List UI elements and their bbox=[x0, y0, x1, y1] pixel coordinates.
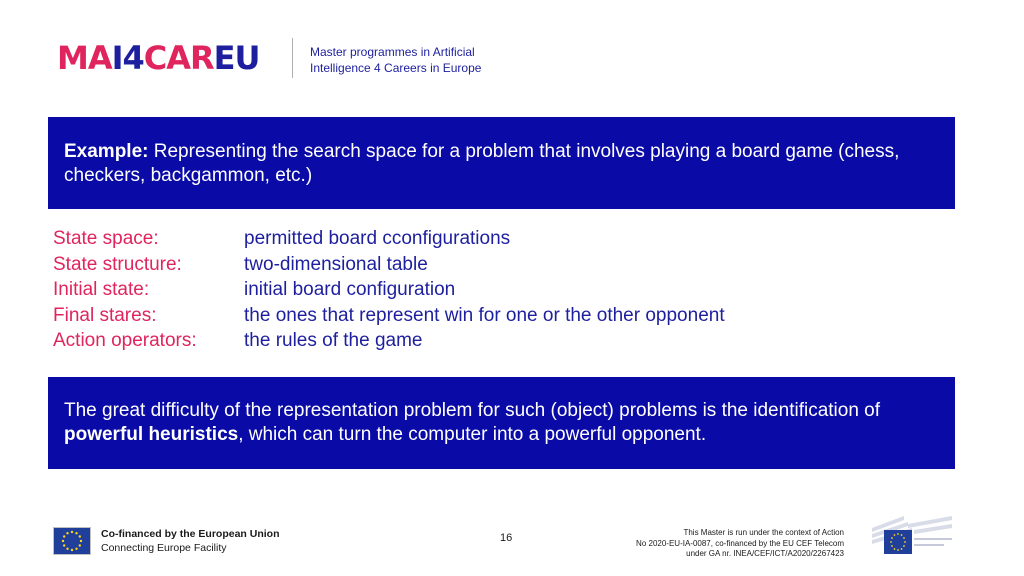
example-box bbox=[48, 117, 955, 209]
logo-part-i4: I4 bbox=[111, 39, 144, 77]
example-text bbox=[64, 140, 939, 188]
definition-value: the ones that represent win for one or the other opponent bbox=[244, 304, 725, 326]
logo-part-ma: MA bbox=[57, 39, 112, 77]
definition-value: the rules of the game bbox=[244, 330, 423, 351]
definition-row-state-structure bbox=[53, 252, 725, 278]
definition-value: two-dimensional table bbox=[244, 253, 428, 275]
cofinanced-block bbox=[53, 527, 280, 555]
difficulty-text bbox=[64, 399, 939, 447]
definition-value: permitted board cconfigurations bbox=[244, 228, 511, 249]
cofinanced-text bbox=[101, 527, 280, 555]
definition-label: Action operators: bbox=[53, 330, 197, 351]
difficulty-text-before: The great difficulty of the representation problem for such (object) problems is the identification of bbox=[64, 400, 881, 421]
definition-value: initial board configuration bbox=[244, 279, 456, 300]
tagline-line-1: Master programmes in Artificial bbox=[310, 45, 475, 59]
definition-row-action-operators bbox=[53, 328, 725, 354]
logo-part-eu: EU bbox=[213, 39, 260, 77]
action-notice bbox=[636, 528, 844, 560]
definition-row-state-space bbox=[53, 226, 725, 252]
example-label: Example: bbox=[64, 141, 149, 162]
definition-label: State space: bbox=[53, 228, 159, 249]
eu-flag-icon bbox=[53, 527, 91, 555]
difficulty-text-after: , which can turn the computer into a powerful opponent. bbox=[238, 424, 707, 445]
cofinanced-line-1: Co-financed by the European Union bbox=[101, 528, 280, 540]
example-description: Representing the search space for a problem that involves playing a board game (chess, checkers, backgammon, etc.) bbox=[64, 141, 900, 186]
definition-row-final-states bbox=[53, 303, 725, 329]
difficulty-box bbox=[48, 377, 955, 469]
notice-line-3: under GA nr. INEA/CEF/ICT/A2020/2267423 bbox=[686, 549, 844, 558]
notice-line-1: This Master is run under the context of Action bbox=[683, 528, 844, 537]
notice-line-2: No 2020-EU-IA-0087, co-financed by the EU CEF Telecom bbox=[636, 538, 844, 548]
definition-row-initial-state bbox=[53, 277, 725, 303]
page-number: 16 bbox=[500, 532, 513, 544]
cofinanced-line-2: Connecting Europe Facility bbox=[101, 542, 227, 554]
difficulty-highlight: powerful heuristics bbox=[64, 424, 239, 445]
logo-part-car: CAR bbox=[143, 39, 214, 77]
definition-label: State structure: bbox=[53, 253, 182, 275]
mai4careu-logo bbox=[57, 40, 260, 76]
tagline-line-2: Intelligence 4 Careers in Europe bbox=[310, 61, 482, 75]
header-tagline bbox=[310, 44, 481, 76]
definition-label: Final stares: bbox=[53, 304, 157, 326]
definition-label: Initial state: bbox=[53, 279, 150, 300]
header-divider bbox=[292, 38, 293, 78]
european-commission-icon bbox=[866, 512, 958, 558]
definition-list bbox=[53, 226, 725, 354]
